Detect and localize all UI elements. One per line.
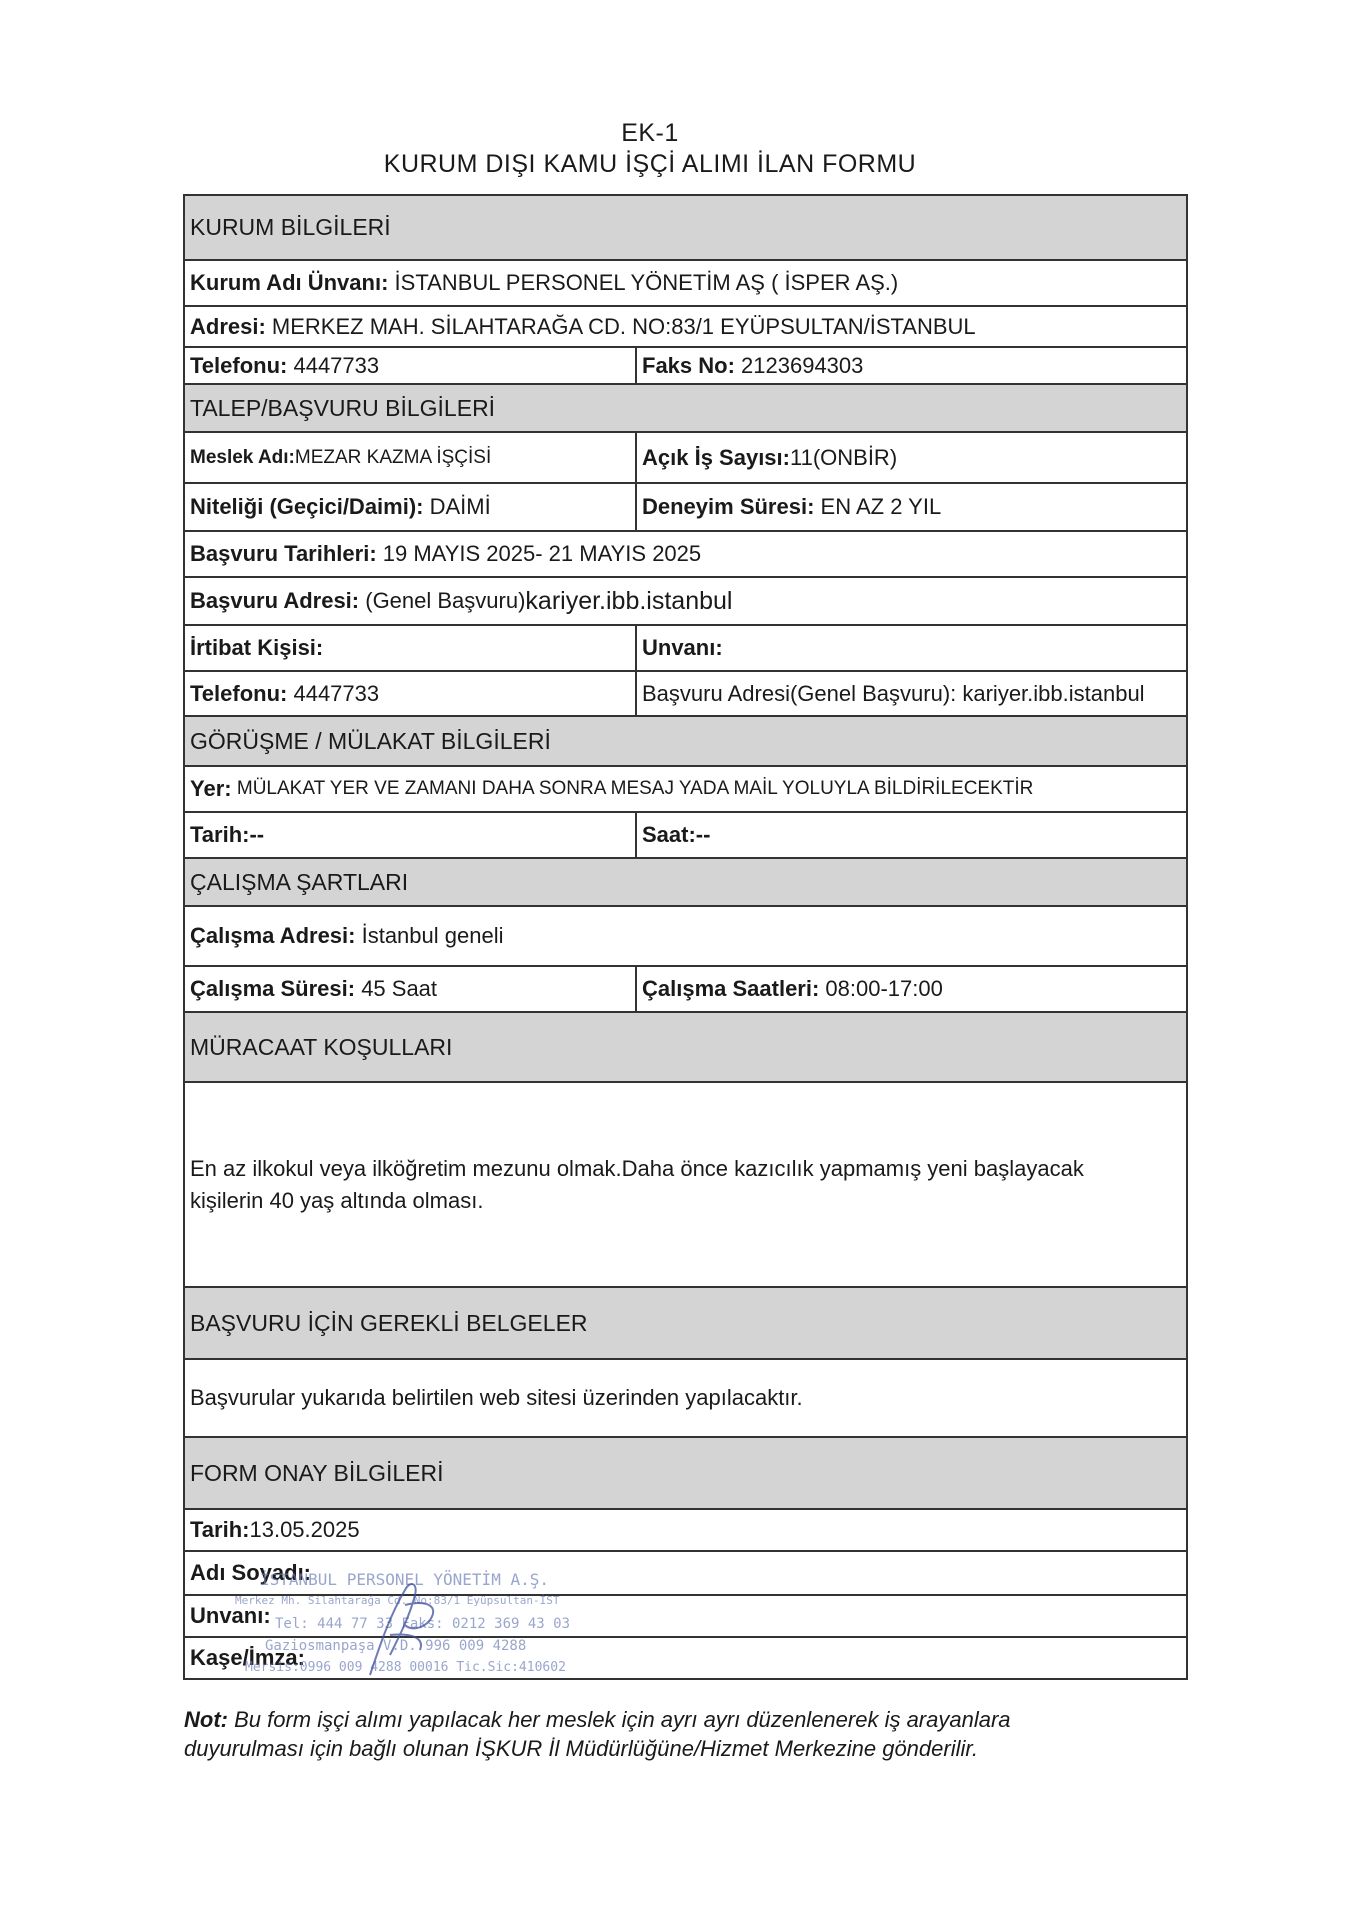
- field-label: Deneyim Süresi:: [642, 494, 815, 519]
- row-meslek: [185, 431, 1186, 482]
- row-telefon-faks: [185, 346, 1186, 383]
- field-label: Unvanı:: [190, 1603, 271, 1628]
- section-title: ÇALIŞMA ŞARTLARI: [190, 868, 409, 895]
- field-value: İSTANBUL PERSONEL YÖNETİM AŞ ( İSPER AŞ.): [388, 270, 899, 295]
- row-irtibat-telefon: [185, 670, 1186, 715]
- row-basvuru-adresi: [185, 576, 1186, 624]
- stamp-line: İSTANBUL PERSONEL YÖNETİM A.Ş.: [260, 1570, 549, 1589]
- section-gorusme: [185, 715, 1186, 765]
- section-title: GÖRÜŞME / MÜLAKAT BİLGİLERİ: [190, 727, 551, 754]
- field-label: Faks No:: [642, 352, 735, 378]
- field-value: 08:00-17:00: [819, 976, 943, 1001]
- field-label: Tarih:: [190, 1517, 250, 1542]
- row-unvan: [185, 1594, 1186, 1636]
- footer-note: [184, 1705, 1124, 1763]
- field-value: (Genel Başvuru): [359, 588, 526, 613]
- section-kurum: [185, 196, 1186, 259]
- field-label: Adı Soyadı:: [190, 1560, 312, 1585]
- field-label: Saat:--: [642, 822, 711, 847]
- row-yer: [185, 765, 1186, 811]
- field-label: Başvuru Adresi:: [190, 588, 360, 613]
- row-kase-imza: [185, 1636, 1186, 1678]
- section-title: BAŞVURU İÇİN GEREKLİ BELGELER: [190, 1309, 588, 1336]
- form-title: KURUM DIŞI KAMU İŞÇİ ALIMI İLAN FORMU: [383, 150, 917, 178]
- row-belgeler-text: [185, 1358, 1186, 1436]
- row-tarih-saat: [185, 811, 1186, 857]
- field-value: MÜLAKAT YER VE ZAMANI DAHA SONRA MESAJ YADA MAİL YOLUYLA BİLDİRİLECEKTİR: [231, 778, 1034, 799]
- row-irtibat: [185, 624, 1186, 670]
- section-muracaat: [185, 1011, 1186, 1081]
- note-text: Bu form işçi alımı yapılacak her meslek için ayrı ayrı düzenlenerek iş arayanlara duyurulması için bağlı olunan İŞKUR İl Müdürlüğüne/Hizmet Merkezine gönderilir.: [184, 1707, 1017, 1761]
- field-value: DAİMİ: [423, 494, 491, 519]
- row-kurum-adi: [185, 259, 1186, 305]
- field-value: 19 MAYIS 2025- 21 MAYIS 2025: [376, 541, 702, 566]
- announcement-form: [183, 194, 1188, 1680]
- note-label: Not:: [184, 1707, 228, 1732]
- field-label: Çalışma Adresi:: [190, 923, 356, 948]
- field-label: Niteliği (Geçici/Daimi):: [190, 494, 424, 519]
- field-label: Adresi:: [190, 313, 266, 339]
- section-calisma: [185, 857, 1186, 905]
- field-label: Başvuru Tarihleri:: [190, 541, 377, 566]
- field-value: 4447733: [287, 352, 380, 378]
- field-label: Tarih:--: [190, 822, 265, 847]
- field-value: İstanbul geneli: [355, 923, 504, 948]
- field-label: Kurum Adı Ünvanı:: [190, 270, 389, 295]
- stamp-line: Mersis:0996 009 4288 00016 Tic.Sic:410602: [245, 1660, 566, 1675]
- field-label: Yer:: [190, 776, 232, 801]
- documents-text: Başvurular yukarıda belirtilen web sitesi üzerinden yapılacaktır.: [190, 1385, 803, 1410]
- field-label: Telefonu:: [190, 680, 288, 706]
- row-muracaat-text: [185, 1081, 1186, 1286]
- conditions-line-1: En az ilkokul veya ilköğretim mezunu olmak.Daha önce kazıcılık yapmamış yeni başlayacak: [190, 1155, 1084, 1181]
- field-value: Başvuru Adresi(Genel Başvuru): kariyer.ibb.istanbul: [642, 680, 1145, 706]
- form-code: EK-1: [621, 119, 679, 147]
- field-value: EN AZ 2 YIL: [814, 494, 942, 519]
- row-onay-tarih: [185, 1508, 1186, 1550]
- stamp-line: Gaziosmanpaşa V.D. 996 009 4288: [265, 1638, 527, 1654]
- field-label: Kaşe/İmza:: [190, 1645, 305, 1670]
- field-value: 45 Saat: [355, 976, 438, 1001]
- row-calisma-adresi: [185, 905, 1186, 965]
- section-title: KURUM BİLGİLERİ: [190, 214, 391, 240]
- field-value: MEZAR KAZMA İŞÇİSİ: [294, 446, 492, 468]
- section-title: FORM ONAY BİLGİLERİ: [190, 1459, 444, 1486]
- field-value: 13.05.2025: [249, 1517, 360, 1542]
- field-label: Açık İş Sayısı:: [642, 444, 790, 470]
- field-label: Unvanı:: [642, 635, 723, 660]
- stamp-line: Tel: 444 77 33 Faks: 0212 369 43 03: [275, 1616, 571, 1632]
- row-basvuru-tarihleri: [185, 530, 1186, 576]
- row-nitelik: [185, 482, 1186, 530]
- application-url: kariyer.ibb.istanbul: [525, 586, 733, 615]
- field-value: MERKEZ MAH. SİLAHTARAĞA CD. NO:83/1 EYÜPSULTAN/İSTANBUL: [265, 313, 976, 339]
- row-adi-soyadi: [185, 1550, 1186, 1594]
- section-onay: [185, 1436, 1186, 1508]
- section-title: TALEP/BAŞVURU BİLGİLERİ: [190, 394, 496, 421]
- field-label: Telefonu:: [190, 352, 288, 378]
- conditions-line-2: kişilerin 40 yaş altında olması.: [190, 1187, 484, 1213]
- stamp-line: Merkez Mh. Silahtarağa Cd. No:83/1 Eyüpsultan-İST: [235, 1594, 560, 1607]
- field-value: 4447733: [287, 680, 380, 706]
- row-adres: [185, 305, 1186, 346]
- field-value: 11(ONBİR): [789, 444, 898, 470]
- field-value: 2123694303: [734, 352, 864, 378]
- field-label: Çalışma Süresi:: [190, 976, 356, 1001]
- field-label: Çalışma Saatleri:: [642, 976, 820, 1001]
- section-talep: [185, 383, 1186, 431]
- row-calisma-suresi: [185, 965, 1186, 1011]
- field-label: İrtibat Kişisi:: [190, 635, 324, 660]
- field-label: Meslek Adı:: [190, 446, 295, 468]
- section-belgeler: [185, 1286, 1186, 1358]
- section-title: MÜRACAAT KOŞULLARI: [190, 1033, 453, 1060]
